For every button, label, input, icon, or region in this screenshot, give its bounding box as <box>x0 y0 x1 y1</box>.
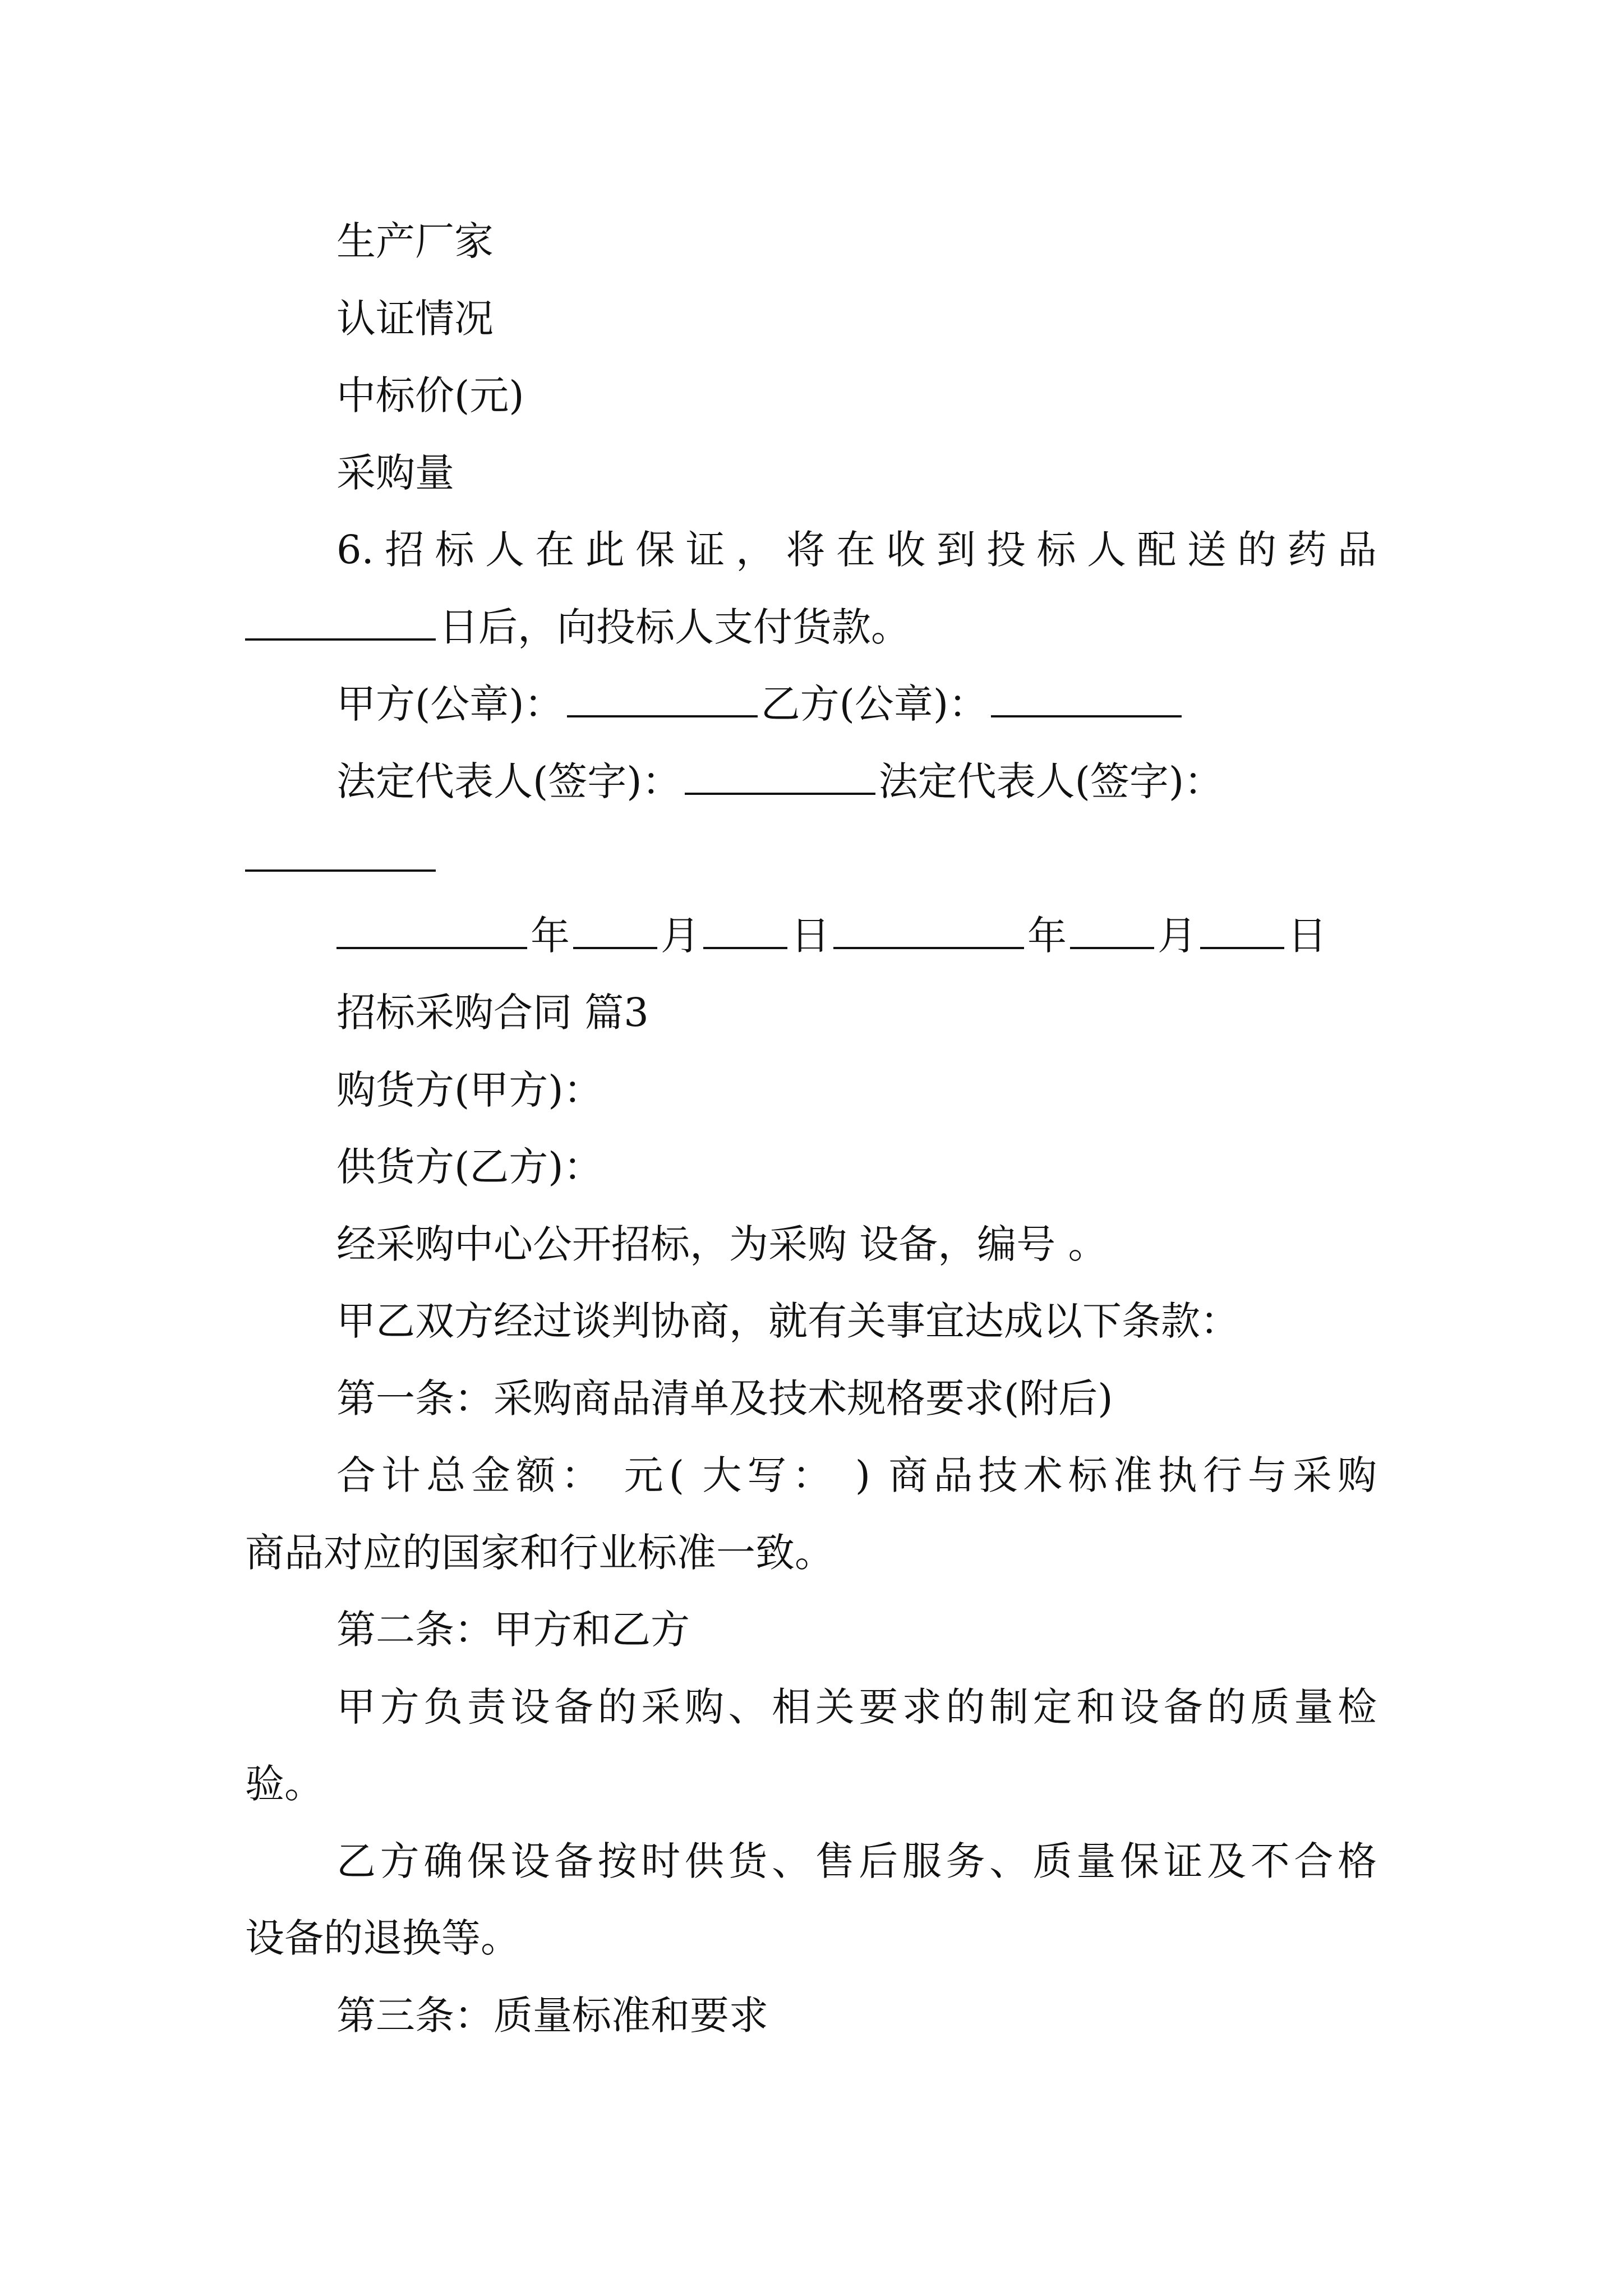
article-3-title: 第三条：质量标准和要求 <box>336 1993 768 2039</box>
article-1-title: 第一条：采购商品清单及技术规格要求(附后) <box>336 1375 1113 1421</box>
legal-rep-continued <box>245 830 439 886</box>
party-a-duties: 甲方负责设备的采购、相关要求的制定和设备的质量检 <box>336 1684 1377 1730</box>
month-b-blank <box>1070 913 1154 949</box>
field-manufacturer: 生产厂家 <box>336 218 494 264</box>
party-b-duties: 乙方确保设备按时供货、售后服务、质量保证及不合格 <box>336 1838 1377 1884</box>
clause-6-tail: 日后，向投标人支付货款。 <box>439 604 910 650</box>
total-amount-continued: 商品对应的国家和行业标准一致。 <box>245 1530 834 1576</box>
field-bid-price: 中标价(元) <box>336 372 524 418</box>
party-a-legal-rep-label: 法定代表人(签字)： <box>336 758 681 804</box>
day-b-blank <box>1200 913 1284 949</box>
tender-intro: 经采购中心公开招标，为采购 设备，编号 。 <box>336 1221 1108 1267</box>
month-a-blank <box>573 913 657 949</box>
clause-6-text: 6.招标人在此保证，将在收到投标人配送的药品 <box>336 527 1377 573</box>
field-certification: 认证情况 <box>336 296 494 342</box>
year-a-label: 年 <box>531 913 570 959</box>
party-a-signature-blank <box>685 759 875 795</box>
negotiation-intro: 甲乙双方经过谈判协商，就有关事宜达成以下条款： <box>336 1298 1239 1344</box>
day-a-blank <box>703 913 787 949</box>
party-b-duties-continued: 设备的退换等。 <box>245 1915 520 1961</box>
party-b-seal-blank <box>991 682 1182 717</box>
legal-rep-line <box>336 753 1223 809</box>
year-b-label: 年 <box>1027 913 1067 959</box>
date-line <box>336 908 1327 964</box>
party-b-seal-label: 乙方(公章)： <box>760 681 988 727</box>
year-b-blank <box>833 913 1024 949</box>
party-a-seal-label: 甲方(公章)： <box>336 681 564 727</box>
party-seal-line <box>336 676 1185 732</box>
day-b-label: 日 <box>1288 913 1327 959</box>
year-a-blank <box>336 913 527 949</box>
month-a-label: 月 <box>661 913 700 959</box>
section-title: 招标采购合同 篇3 <box>336 990 649 1036</box>
party-a-duties-continued: 验。 <box>245 1761 324 1807</box>
buyer-party-a: 购货方(甲方)： <box>336 1067 603 1113</box>
days-blank <box>245 605 436 641</box>
supplier-party-b: 供货方(乙方)： <box>336 1144 603 1190</box>
month-b-label: 月 <box>1158 913 1197 959</box>
day-a-label: 日 <box>791 913 830 959</box>
clause-6-continued <box>245 599 910 655</box>
field-purchase-quantity: 采购量 <box>336 450 454 496</box>
party-a-seal-blank <box>567 682 758 717</box>
party-b-legal-rep-label: 法定代表人(签字)： <box>878 758 1224 804</box>
total-amount-text: 合计总金额： 元( 大写： ) 商品技术标准执行与采购 <box>336 1452 1377 1498</box>
article-2-title: 第二条：甲方和乙方 <box>336 1607 690 1653</box>
party-b-signature-blank <box>245 836 436 872</box>
